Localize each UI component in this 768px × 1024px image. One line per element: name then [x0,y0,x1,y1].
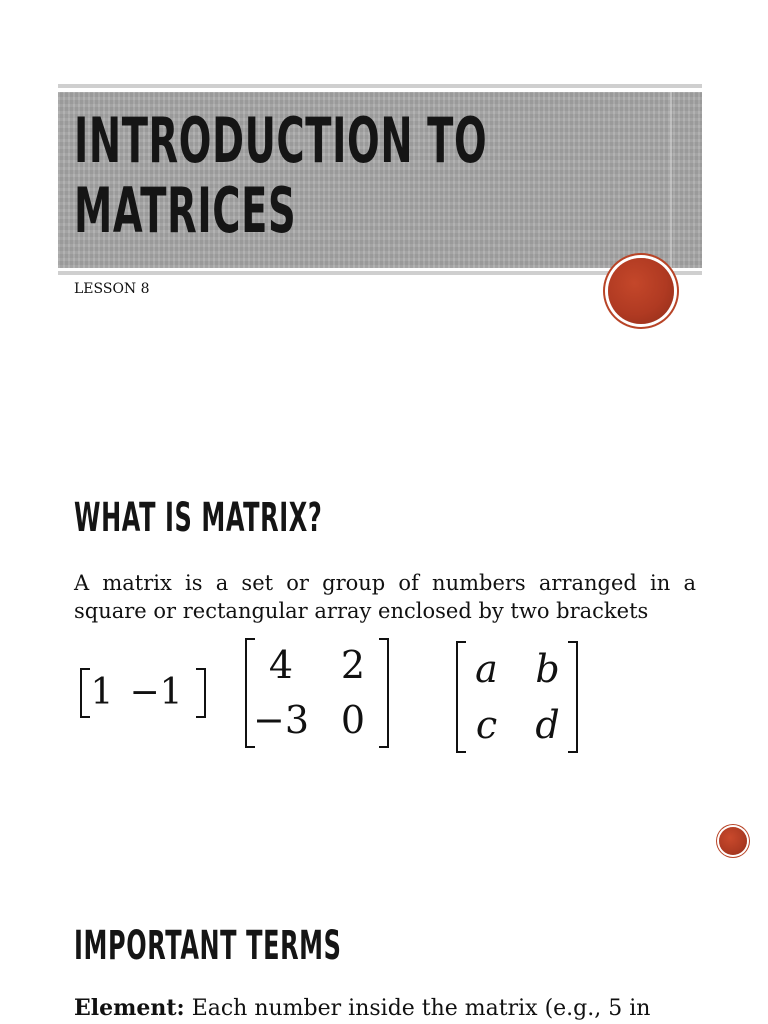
matrix-bracket-left [456,641,466,753]
matrix-bracket-left [245,638,255,748]
matrix-cell: 2 [340,643,366,687]
banner-top-line [58,84,702,88]
banner-bottom-line [58,271,702,275]
matrix-cell: d [535,703,560,747]
term-label: Element: [74,995,185,1021]
matrix-definition: A matrix is a set or group of numbers arranged in a square or rectangular array enclosed by two brackets [74,571,696,623]
matrix-variable-2x2 [456,641,578,753]
matrix-cell: −1 [129,672,183,713]
title-slide [0,0,768,340]
what-is-matrix-heading: WHAT IS MATRIX? [74,495,323,541]
red-circle-icon [608,258,674,324]
matrix-cell: c [475,703,498,747]
matrix-row-vector [80,668,206,718]
matrix-numeric-2x2 [245,638,389,748]
slide-title [74,106,487,246]
matrix-cell: a [475,647,498,691]
banner-panel-edge [670,92,672,268]
term-element [74,994,696,1023]
matrix-bracket-right [196,668,206,718]
title-banner [58,92,702,268]
matrix-cell: b [535,647,560,691]
matrix-bracket-left [80,668,90,718]
matrix-cell: −3 [252,698,310,742]
title-line-1: INTRODUCTION TO [74,104,488,177]
red-circle-icon [719,827,747,855]
matrix-bracket-right [568,641,578,753]
matrix-bracket-right [379,638,389,748]
matrix-cell: 4 [268,643,294,687]
matrix-cell: 1 [90,672,114,713]
term-text: Each number inside the matrix (e.g., 5 in [191,996,651,1021]
title-line-2: MATRICES [74,174,297,247]
slide-subtitle: LESSON 8 [74,281,150,297]
important-terms-heading: IMPORTANT TERMS [74,923,342,969]
matrix-cell: 0 [340,698,366,742]
